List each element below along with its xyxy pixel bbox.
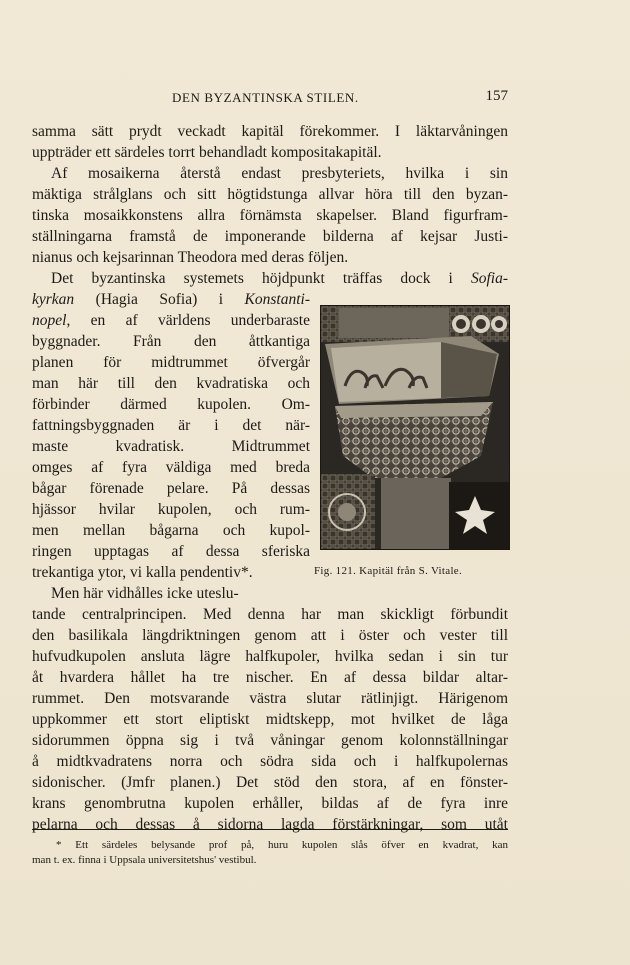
body-line: kyrkan (Hagia Sofia) i Konstanti- [32, 291, 310, 308]
capital-illustration [321, 306, 509, 549]
body-line: rummet. Den motsvarande västra slutar rätlinjigt. Härigenom [32, 690, 508, 707]
body-line: trekantiga ytor, vi kalla pendentiv*. [32, 564, 253, 581]
body-line: åt hvardera hållet ha tre nischer. En af dessa bildar altar- [32, 669, 508, 686]
body-line: nianus och kejsarinnan Theodora med deras följen. [32, 249, 349, 266]
body-line: men mellan bågarna och kupol- [32, 522, 310, 539]
body-line: den basilikala längdriktningen genom att i öster och vester till [32, 627, 508, 644]
body-line: uppkommer ett stort eliptiskt midtskepp, mot hvilket de låga [32, 711, 508, 728]
capital-photograph [320, 305, 510, 550]
body-line: hufvudkupolen ansluta lägre halfkupoler, hvilka sedan i sin tur [32, 648, 508, 665]
body-line: å midtkvadratens norra och södra sida och i halfkupolernas [32, 753, 508, 770]
footnote-line: * Ett särdeles belysande prof på, huru kupolen slås öfver en kvadrat, kan [56, 839, 508, 851]
body-line: samma sätt prydt veckadt kapitäl förekommer. I läktarvåningen [32, 123, 508, 140]
body-line: maste kvadratisk. Midtrummet [32, 438, 310, 455]
body-line: tande centralprincipen. Med denna har man skickligt förbundit [32, 606, 508, 623]
body-line: ringen upptagas af dessa sferiska [32, 543, 310, 560]
body-line: krans genombrutna kupolen erhåller, bildas af de fyra inre [32, 795, 508, 812]
body-line: planen för midtrummet öfvergår [32, 354, 310, 371]
body-line: sidonischer. (Jmfr planen.) Det stöd den stora, af en fönster- [32, 774, 508, 791]
body-line: fattningsbyggnaden är i det när- [32, 417, 310, 434]
body-line: sidorummen öppna sig i två våningar genom kolonnställningar [32, 732, 508, 749]
body-line: pelarna och dessas å sidorna lagda förstärkningar, som utåt [32, 816, 508, 833]
body-line: Men här vidhålles icke uteslu- [51, 585, 239, 602]
body-line: förbinder därmed kupolen. Om- [32, 396, 310, 413]
figure-caption: Fig. 121. Kapitäl från S. Vitale. [314, 565, 463, 577]
page-number: 157 [485, 88, 508, 104]
body-line: mäktiga strålglans och sitt högtidstunga allvar höra till den byzan- [32, 186, 508, 203]
page-header [32, 90, 508, 110]
body-line: omges af fyra väldiga med breda [32, 459, 310, 476]
footnote-line: man t. ex. finna i Uppsala universitetshus' vestibul. [32, 854, 257, 866]
running-head: DEN BYZANTINSKA STILEN. [172, 90, 359, 105]
body-line: man här till den kvadratiska och [32, 375, 310, 392]
body-line: nopel, en af världens underbaraste [32, 312, 310, 329]
footnote-rule [32, 829, 508, 830]
body-line: uppträder ett särdeles torrt behandladt kompositakapitäl. [32, 144, 382, 161]
body-line: Det byzantinska systemets höjdpunkt träffas dock i Sofia- [51, 270, 508, 287]
body-line: bågar förenade pelare. På dessas [32, 480, 310, 497]
body-line: byggnader. Från den åttkantiga [32, 333, 310, 350]
body-line: hjässor hvilar kupolen, och rum- [32, 501, 310, 518]
body-line: ställningarna framstå de imponerande bilderna af kejsar Justi- [32, 228, 508, 245]
body-line: tinska mosaikkonstens allra förnämsta skapelser. Bland figurfram- [32, 207, 508, 224]
body-line: Af mosaikerna återstå endast presbyteriets, hvilka i sin [51, 165, 508, 182]
